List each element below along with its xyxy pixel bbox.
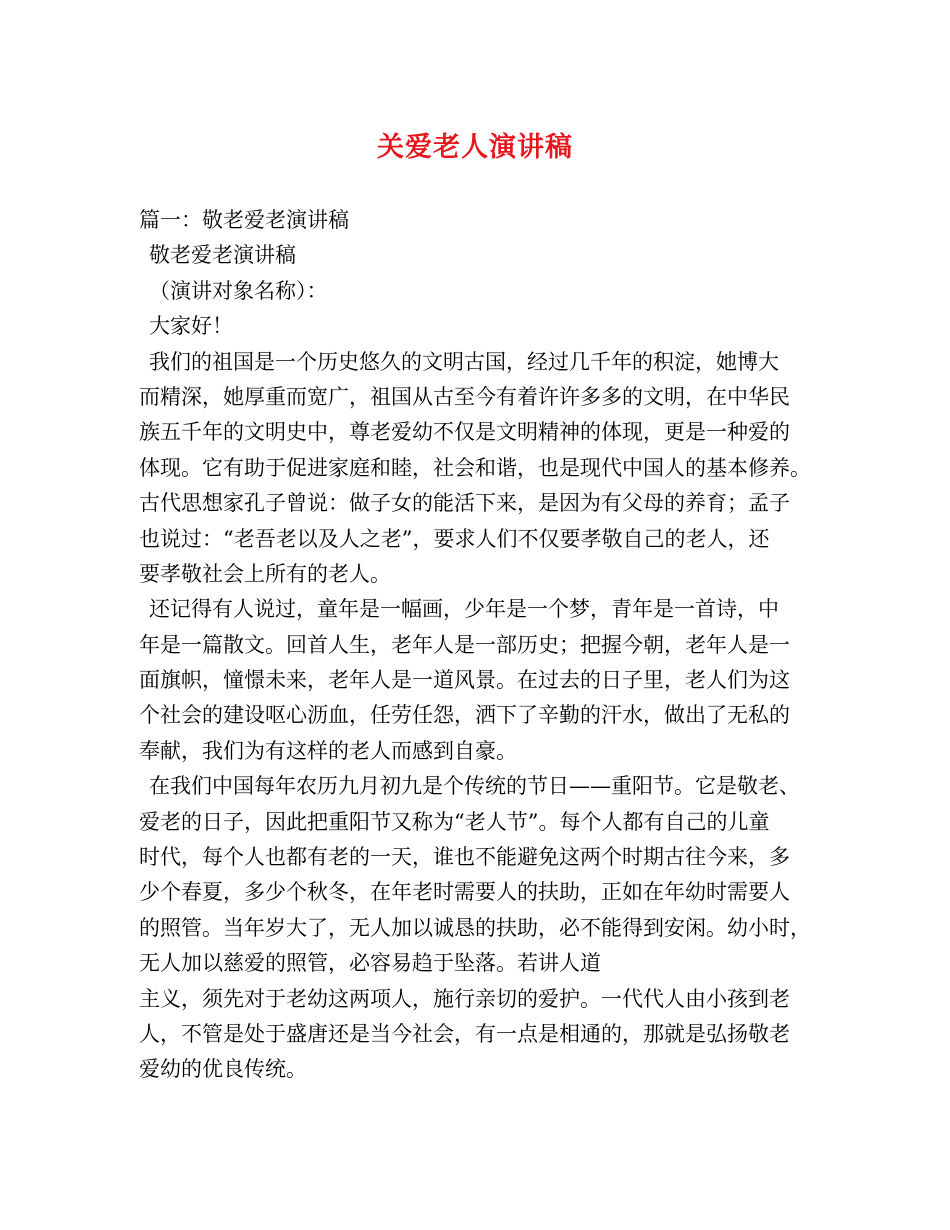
text-line: 无人加以慈爱的照管，必容易趋于坠落。若讲人道 <box>139 951 601 976</box>
text-line: 爱幼的优良传统。 <box>139 1057 307 1082</box>
text-line: 族五千年的文明史中，尊老爱幼不仅是文明精神的体现，更是一种爱的 <box>139 420 790 445</box>
text-line: 主义，须先对于老幼这两项人，施行亲切的爱护。一代代人由小孩到老 <box>139 986 790 1011</box>
text-line: 而精深，她厚重而宽广，祖国从古至今有着许许多多的文明，在中华民 <box>139 384 790 409</box>
text-line: 面旗帜，憧憬未来，老年人是一道风景。在过去的日子里，老人们为这 <box>139 668 790 693</box>
text-line: 人，不管是处于盛唐还是当今社会，有一点是相通的，那就是弘扬敬老 <box>139 1021 790 1046</box>
document-title: 关爱老人演讲稿 <box>377 132 573 163</box>
text-line: 古代思想家孔子曾说：做子女的能活下来，是因为有父母的养育；孟子 <box>139 491 790 516</box>
document-body <box>139 203 839 1088</box>
text-line: 要孝敬社会上所有的老人。 <box>139 561 391 586</box>
text-line: 体现。它有助于促进家庭和睦，社会和谐，也是现代中国人的基本修养。 <box>139 455 811 480</box>
text-line: 也说过：“老吾老以及人之老”，要求人们不仅要孝敬自己的老人，还 <box>139 526 770 551</box>
text-line: 时代，每个人也都有老的一天，谁也不能避免这两个时期古往今来，多 <box>139 845 790 870</box>
text-line: 在我们中国每年农历九月初九是个传统的节日——重阳节。它是敬老、 <box>149 774 800 799</box>
greeting: 大家好！ <box>149 314 233 339</box>
section-heading: 篇一：敬老爱老演讲稿 <box>139 208 349 232</box>
text-line: 爱老的日子，因此把重阳节又称为“老人节”。每个人都有自己的儿童 <box>139 809 770 834</box>
text-line: 个社会的建设呕心沥血，任劳任怨，洒下了辛勤的汗水，做出了无私的 <box>139 703 790 728</box>
text-line: 奉献，我们为有这样的老人而感到自豪。 <box>139 738 517 763</box>
speech-title: 敬老爱老演讲稿 <box>149 243 296 268</box>
text-line: 的照管。当年岁大了，无人加以诚恳的扶助，必不能得到安闲。幼小时， <box>139 915 811 940</box>
text-line: 少个春夏，多少个秋冬，在年老时需要人的扶助，正如在年幼时需要人 <box>139 880 790 905</box>
text-line: 还记得有人说过，童年是一幅画，少年是一个梦，青年是一首诗，中 <box>149 597 779 622</box>
text-line: 年是一篇散文。回首人生，老年人是一部历史；把握今朝，老年人是一 <box>139 632 790 657</box>
text-line: 我们的祖国是一个历史悠久的文明古国，经过几千年的积淀，她博大 <box>149 349 779 374</box>
audience-placeholder: （演讲对象名称）： <box>149 278 328 303</box>
